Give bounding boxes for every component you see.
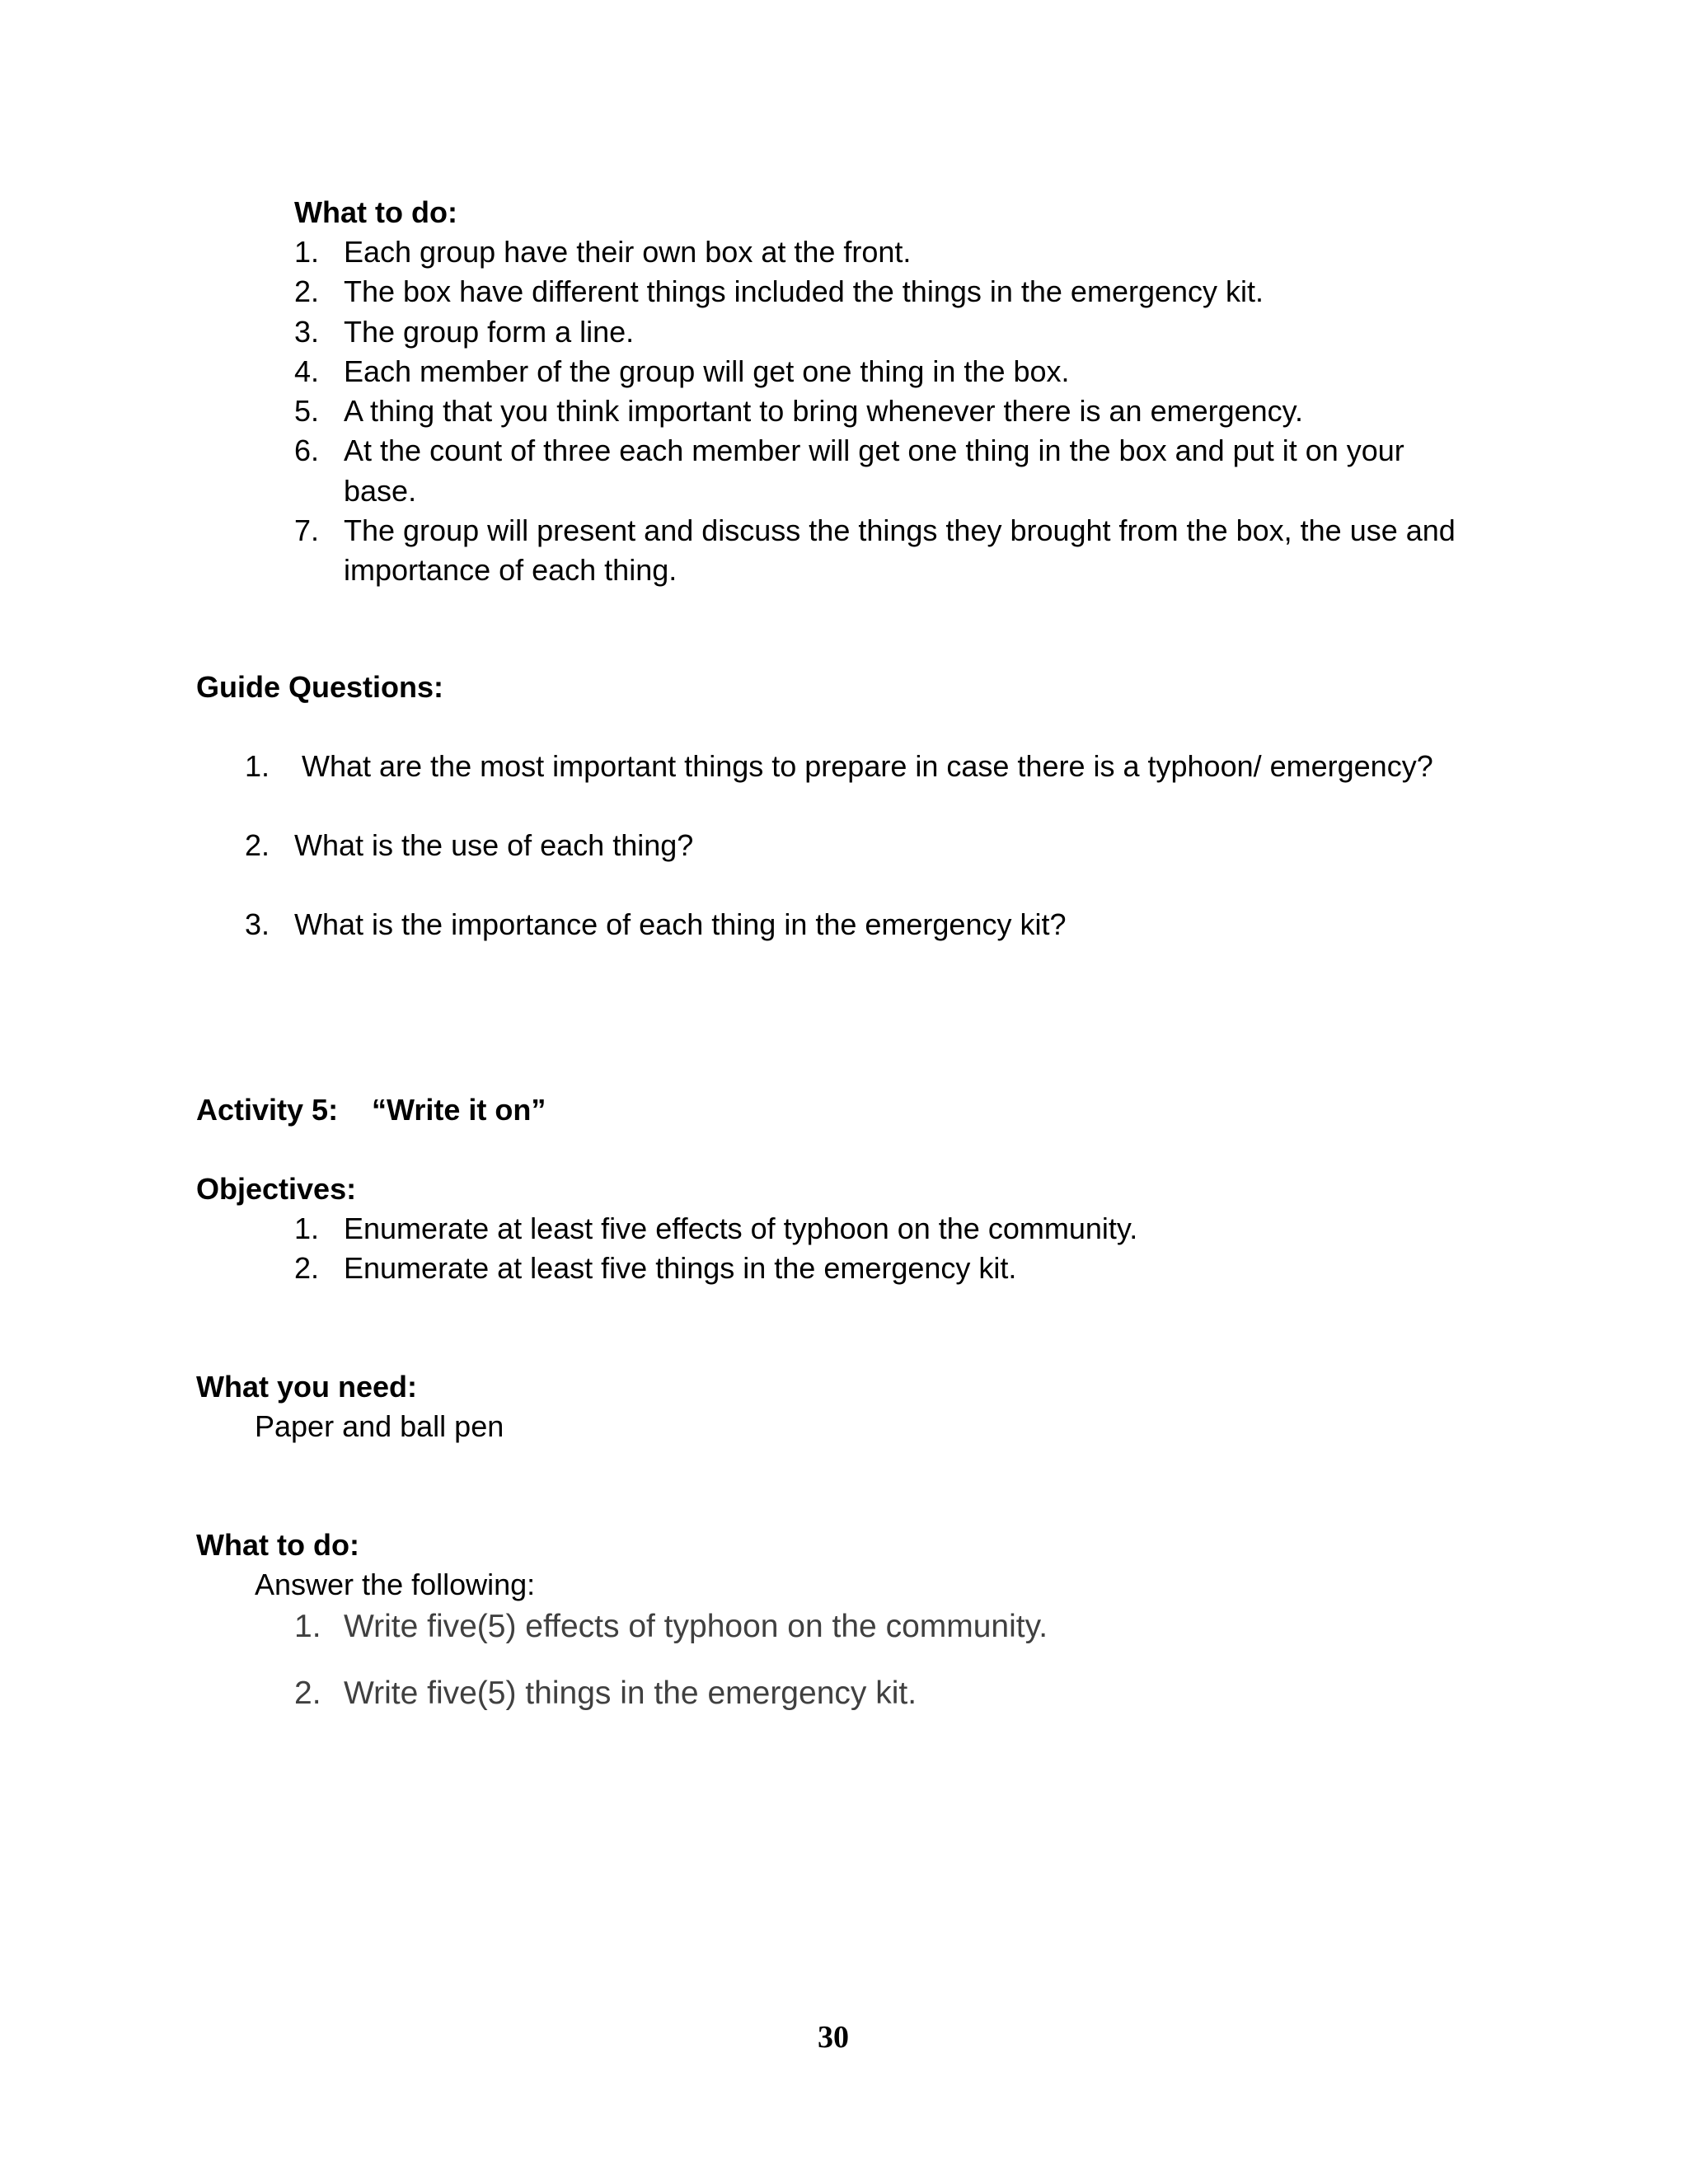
list-text: Enumerate at least five effects of typhoon on the community.	[344, 1212, 1138, 1245]
list-text: Enumerate at least five things in the emergency kit.	[344, 1251, 1017, 1285]
list-number: 6.	[294, 434, 320, 467]
list-number: 1.	[294, 1212, 320, 1245]
list-number: 2.	[294, 1251, 320, 1285]
list-item-continuation: importance of each thing.	[344, 553, 678, 587]
list-item	[245, 905, 1067, 944]
list-text: Each group have their own box at the front.	[344, 235, 912, 269]
list-number: 3.	[294, 315, 320, 349]
list-number: 4.	[294, 354, 320, 388]
list-text: The group will present and discuss the things they brought from the box, the use and	[344, 513, 1456, 547]
list-item	[294, 312, 634, 352]
list-number: 1.	[294, 235, 320, 269]
list-item	[294, 431, 1404, 471]
list-text: The box have different things included the things in the emergency kit.	[344, 274, 1264, 308]
what-to-do-heading: What to do:	[294, 195, 457, 229]
list-item	[294, 511, 1456, 551]
list-text: Each member of the group will get one thing in the box.	[344, 354, 1070, 388]
list-number: 2.	[245, 828, 270, 862]
what-you-need-heading: What you need:	[196, 1370, 417, 1404]
answer-intro: Answer the following:	[255, 1568, 536, 1601]
list-text: At the count of three each member will get one thing in the box and put it on your	[344, 434, 1404, 467]
page-number: 30	[818, 2020, 849, 2055]
objectives-heading: Objectives:	[196, 1172, 357, 1206]
guide-questions-heading: Guide Questions:	[196, 670, 444, 704]
list-text: A thing that you think important to bring whenever there is an emergency.	[344, 394, 1303, 428]
list-number: 1.	[245, 749, 270, 783]
list-text: What is the importance of each thing in the emergency kit?	[294, 907, 1067, 941]
list-number: 3.	[245, 907, 270, 941]
list-item	[294, 232, 911, 272]
list-number: 7.	[294, 513, 320, 547]
list-text: What are the most important things to prepare in case there is a typhoon/ emergency?	[302, 749, 1433, 783]
list-number: 2.	[294, 1675, 321, 1711]
list-text: What is the use of each thing?	[294, 828, 694, 862]
activity-heading	[196, 1090, 546, 1130]
activity-title: “Write it on”	[372, 1093, 546, 1127]
list-number: 5.	[294, 394, 320, 428]
list-item	[245, 747, 1433, 786]
what-to-do-heading-2: What to do:	[196, 1528, 359, 1562]
list-item	[294, 272, 1264, 312]
list-item	[294, 1209, 1137, 1249]
list-item	[294, 352, 1070, 391]
list-item	[294, 1249, 1016, 1288]
list-text: The group form a line.	[344, 315, 635, 349]
list-item	[245, 826, 693, 865]
activity-label: Activity 5:	[196, 1093, 339, 1127]
list-item-continuation: base.	[344, 474, 417, 508]
list-number: 1.	[294, 1609, 321, 1644]
list-text: Write five(5) things in the emergency kit.	[344, 1675, 917, 1711]
what-you-need-text: Paper and ball pen	[255, 1409, 504, 1443]
list-item	[294, 1605, 1048, 1648]
list-item	[294, 391, 1303, 431]
list-text: Write five(5) effects of typhoon on the community.	[344, 1609, 1048, 1644]
list-number: 2.	[294, 274, 320, 308]
list-item	[294, 1672, 917, 1715]
